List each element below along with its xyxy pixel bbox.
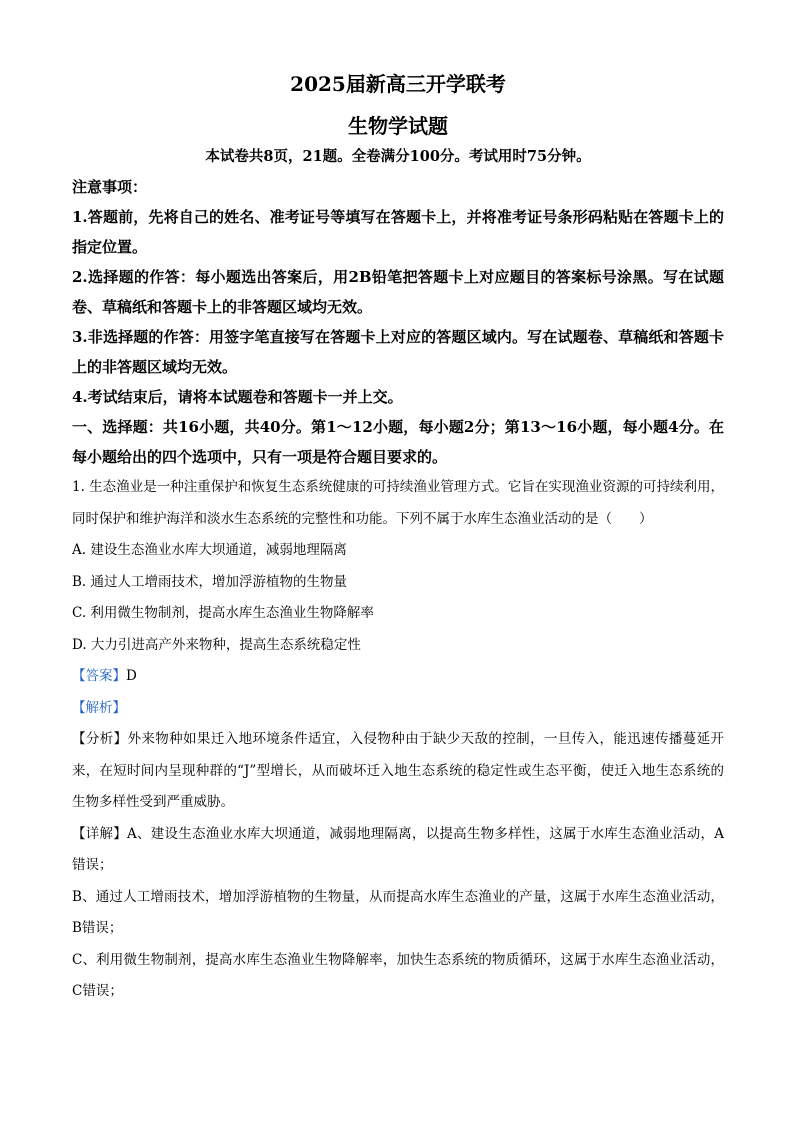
notes-heading: 注意事项： — [72, 178, 148, 196]
question-stem: 1. 生态渔业是一种注重保护和恢复生态系统健康的可持续渔业管理方式。它旨在实现渔业资源的可持续利用，同时保护和维护海洋和淡水生态系统的完整性和功能。下列不属于水库生态渔业活动的是（ ） — [72, 479, 724, 527]
xiangjie-item: B、通过人工增雨技术，增加浮游植物的生物量，从而提高水库生态渔业的产量，这属于水库生态渔业活动，B错误； — [72, 888, 724, 936]
exam-info: 本试卷共8页，21题。全卷满分100分。考试用时75分钟。 — [205, 148, 591, 165]
question-1 — [72, 472, 724, 1008]
xiangjie-item: C、利用微生物制剂，提高水库生态渔业生物降解率，加快生态系统的物质循环，这属于水库生态渔业活动，C错误； — [72, 951, 724, 999]
analysis-tag: 【解析】 — [72, 699, 126, 716]
fenxi-paragraph — [72, 724, 724, 819]
option-a: A. 建设生态渔业水库大坝通道，减弱地理隔离 — [72, 542, 347, 558]
note-item: 1.答题前，先将自己的姓名、准考证号等填写在答题卡上，并将准考证号条形码粘贴在答题卡上的指定位置。 — [72, 208, 724, 256]
fenxi-text: 外来物种如果迁入地环境条件适宜，入侵物种由于缺少天敌的控制，一旦传入，能迅速传播蔓延开来，在短时间内呈现种群的“J”型增长，从而破坏迁入地生态系统的稳定性或生态平衡，使迁入地生态系统的生物多样性受到严重威胁。 — [72, 731, 725, 810]
answer-value: D — [126, 668, 137, 684]
section-heading: 一、选择题：共16小题，共40分。第1～12小题，每小题2分；第13～16小题，每小题4分。在每小题给出的四个选项中，只有一项是符合题目要求的。 — [72, 418, 724, 466]
xiangjie-tag: 【详解】 — [72, 825, 127, 842]
option-b: B. 通过人工增雨技术，增加浮游植物的生物量 — [72, 573, 348, 590]
note-item: 4.考试结束后，请将本试题卷和答题卡一并上交。 — [72, 388, 403, 406]
xiangjie-paragraph — [72, 819, 724, 882]
option-d: D. 大力引进高产外来物种，提高生态系统稳定性 — [72, 636, 361, 653]
exam-page — [72, 70, 724, 1008]
answer-line — [72, 661, 724, 693]
analysis-line — [72, 693, 724, 725]
answer-tag: 【答案】 — [72, 668, 126, 684]
note-item: 3.非选择题的作答：用签字笔直接写在答题卡上对应的答题区域内。写在试题卷、草稿纸和答题卡上的非答题区域均无效。 — [72, 328, 724, 376]
xiangjie-item: A、建设生态渔业水库大坝通道，减弱地理隔离，以提高生物多样性，这属于水库生态渔业活动，A错误； — [72, 825, 725, 873]
exam-subject: 生物学试题 — [348, 114, 448, 138]
notes-section — [72, 172, 724, 412]
exam-title: 2025届新高三开学联考 — [290, 72, 506, 96]
fenxi-tag: 【分析】 — [72, 731, 128, 747]
option-c: C. 利用微生物制剂，提高水库生态渔业生物降解率 — [72, 605, 374, 621]
note-item: 2.选择题的作答：每小题选出答案后，用2B铅笔把答题卡上对应题目的答案标号涂黑。写在试题卷、草稿纸和答题卡上的非答题区域均无效。 — [72, 268, 724, 316]
